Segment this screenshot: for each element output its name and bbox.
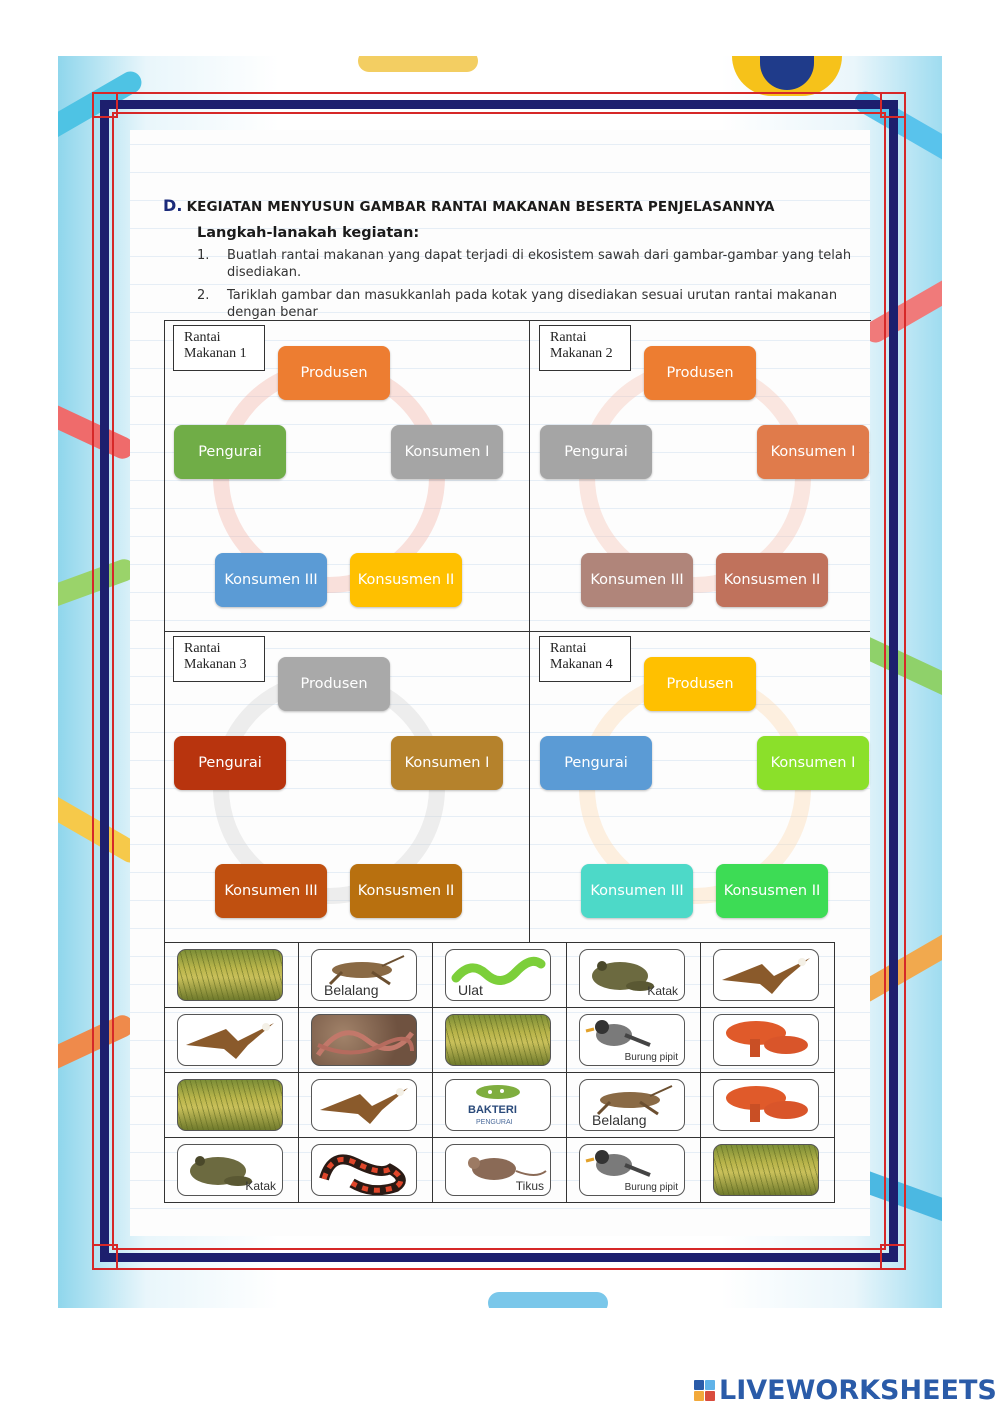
draggable-card-frog[interactable]: [579, 949, 685, 1001]
eagle-picture-icon: [312, 1080, 416, 1131]
card-caption: Katak: [245, 1179, 276, 1193]
chain-label: [539, 636, 631, 682]
step-number: 1.: [197, 248, 210, 263]
drop-slot-pengurai[interactable]: Pengurai: [540, 425, 652, 479]
image-card-cell: [433, 1138, 567, 1203]
logo-square: [705, 1380, 715, 1390]
image-card-cell: [433, 1008, 567, 1073]
liveworksheets-name: LIVEWORKSHEETS: [719, 1375, 997, 1406]
drop-slot-produsen[interactable]: Produsen: [278, 346, 390, 400]
step-2: [197, 287, 838, 320]
draggable-card-bird[interactable]: [579, 1144, 685, 1196]
image-card-cell: [701, 1073, 835, 1138]
step-1: [197, 247, 852, 280]
drop-slot-konsumen3[interactable]: Konsumen III: [581, 864, 693, 918]
image-card-cell: [299, 1073, 433, 1138]
image-card-cell: [299, 1138, 433, 1203]
image-card-cell: [165, 1138, 299, 1203]
image-card-cell: [299, 943, 433, 1008]
chain-label: [173, 636, 265, 682]
draggable-card-bird[interactable]: [579, 1014, 685, 1066]
liveworksheets-logo[interactable]: [694, 1375, 997, 1406]
corner-ornament: [880, 1244, 906, 1270]
draggable-card-rice[interactable]: [713, 1144, 819, 1196]
step-text: Buatlah rantai makanan yang dapat terjadi di ekosistem sawah dari gambar-gambar yang telah disediakan.: [227, 248, 852, 280]
draggable-card-grasshopper[interactable]: [579, 1079, 685, 1131]
drop-slot-pengurai[interactable]: Pengurai: [174, 425, 286, 479]
chain-label: [173, 325, 265, 371]
drop-slot-konsumen2[interactable]: Konsusmen II: [350, 553, 462, 607]
corner-ornament: [92, 92, 118, 118]
card-caption: Belalang: [592, 1112, 647, 1128]
draggable-card-eagle[interactable]: [177, 1014, 283, 1066]
eagle-picture-icon: [178, 1015, 282, 1066]
draggable-card-rat[interactable]: [445, 1144, 551, 1196]
draggable-card-mushroom[interactable]: [713, 1014, 819, 1066]
drop-slot-produsen[interactable]: Produsen: [644, 346, 756, 400]
drop-slot-pengurai[interactable]: Pengurai: [540, 736, 652, 790]
chain-label: [539, 325, 631, 371]
drop-slot-konsumen2[interactable]: Konsusmen II: [350, 864, 462, 918]
drop-slot-konsumen1[interactable]: Konsumen I: [391, 736, 503, 790]
drop-slot-produsen[interactable]: Produsen: [278, 657, 390, 711]
card-caption: Burung pipit: [624, 1052, 678, 1063]
step-number: 2.: [197, 288, 210, 303]
drop-slot-konsumen2[interactable]: Konsusmen II: [716, 553, 828, 607]
steps-heading: Langkah-lanakah kegiatan:: [197, 225, 420, 241]
food-chain-panel-1: [165, 321, 517, 631]
card-subcaption: PENGURAI: [476, 1119, 513, 1126]
logo-square: [694, 1391, 704, 1401]
liveworksheets-mark-icon: [694, 1380, 715, 1401]
chain-label-line2: Makanan 4: [550, 657, 613, 672]
draggable-card-grasshopper[interactable]: [311, 949, 417, 1001]
draggable-card-caterpillar[interactable]: [445, 949, 551, 1001]
draggable-card-rice[interactable]: [445, 1014, 551, 1066]
section-letter: D.: [163, 196, 183, 215]
image-card-cell: [165, 1008, 299, 1073]
image-card-cell: [433, 1073, 567, 1138]
mushroom-picture-icon: [714, 1015, 818, 1066]
draggable-card-rice[interactable]: [177, 949, 283, 1001]
chain-label-line2: Makanan 3: [184, 657, 247, 672]
drop-slot-produsen[interactable]: Produsen: [644, 657, 756, 711]
image-card-cell: [165, 1073, 299, 1138]
image-card-table: [164, 942, 835, 1203]
draggable-card-mushroom[interactable]: [713, 1079, 819, 1131]
drop-slot-konsumen2[interactable]: Konsusmen II: [716, 864, 828, 918]
image-card-cell: [567, 1008, 701, 1073]
image-card-cell: [165, 943, 299, 1008]
logo-square: [694, 1380, 704, 1390]
draggable-card-frog[interactable]: [177, 1144, 283, 1196]
image-card-cell: [567, 1138, 701, 1203]
image-card-cell: [701, 1138, 835, 1203]
chain-label-line1: Rantai: [184, 641, 221, 656]
logo-square: [705, 1391, 715, 1401]
draggable-card-bacteria[interactable]: [445, 1079, 551, 1131]
card-caption: Tikus: [515, 1179, 544, 1193]
food-chain-panel-2: [531, 321, 883, 631]
drop-slot-konsumen3[interactable]: Konsumen III: [215, 864, 327, 918]
draggable-card-eagle[interactable]: [311, 1079, 417, 1131]
chain-label-line1: Rantai: [550, 330, 587, 345]
step-text: Tariklah gambar dan masukkanlah pada kotak yang disediakan sesuai urutan rantai makanan dengan benar: [227, 288, 838, 320]
corner-ornament: [92, 1244, 118, 1270]
card-caption: Belalang: [324, 982, 379, 998]
image-card-cell: [567, 943, 701, 1008]
chain-label-line1: Rantai: [550, 641, 587, 656]
section-title: [163, 196, 775, 215]
draggable-card-snake[interactable]: [311, 1144, 417, 1196]
image-card-cell: [567, 1073, 701, 1138]
worm-picture-icon: [312, 1015, 416, 1066]
drop-slot-konsumen1[interactable]: Konsumen I: [391, 425, 503, 479]
drop-slot-konsumen3[interactable]: Konsumen III: [581, 553, 693, 607]
draggable-card-rice[interactable]: [177, 1079, 283, 1131]
image-card-row: [165, 943, 835, 1008]
drop-slot-konsumen1[interactable]: Konsumen I: [757, 736, 869, 790]
image-card-cell: [299, 1008, 433, 1073]
drop-slot-konsumen3[interactable]: Konsumen III: [215, 553, 327, 607]
mushroom-picture-icon: [714, 1080, 818, 1131]
image-card-row: [165, 1138, 835, 1203]
card-caption: Ulat: [458, 982, 483, 998]
image-card-cell: [701, 1008, 835, 1073]
food-chain-panel-3: [165, 632, 517, 942]
eagle-picture-icon: [714, 950, 818, 1001]
image-card-row: [165, 1008, 835, 1073]
snake-picture-icon: [312, 1145, 416, 1196]
draggable-card-worm[interactable]: [311, 1014, 417, 1066]
section-title-text: KEGIATAN MENYUSUN GAMBAR RANTAI MAKANAN BESERTA PENJELASANNYA: [186, 199, 775, 215]
card-caption: Katak: [647, 984, 678, 998]
chain-label-line2: Makanan 2: [550, 346, 613, 361]
card-caption: BAKTERI: [468, 1104, 517, 1116]
image-card-cell: [701, 943, 835, 1008]
chain-label-line1: Rantai: [184, 330, 221, 345]
drop-slot-pengurai[interactable]: Pengurai: [174, 736, 286, 790]
draggable-card-eagle[interactable]: [713, 949, 819, 1001]
drop-slot-konsumen1[interactable]: Konsumen I: [757, 425, 869, 479]
image-card-row: [165, 1073, 835, 1138]
chain-label-line2: Makanan 1: [184, 346, 247, 361]
corner-ornament: [880, 92, 906, 118]
card-caption: Burung pipit: [624, 1182, 678, 1193]
food-chain-panel-4: [531, 632, 883, 942]
image-card-cell: [433, 943, 567, 1008]
